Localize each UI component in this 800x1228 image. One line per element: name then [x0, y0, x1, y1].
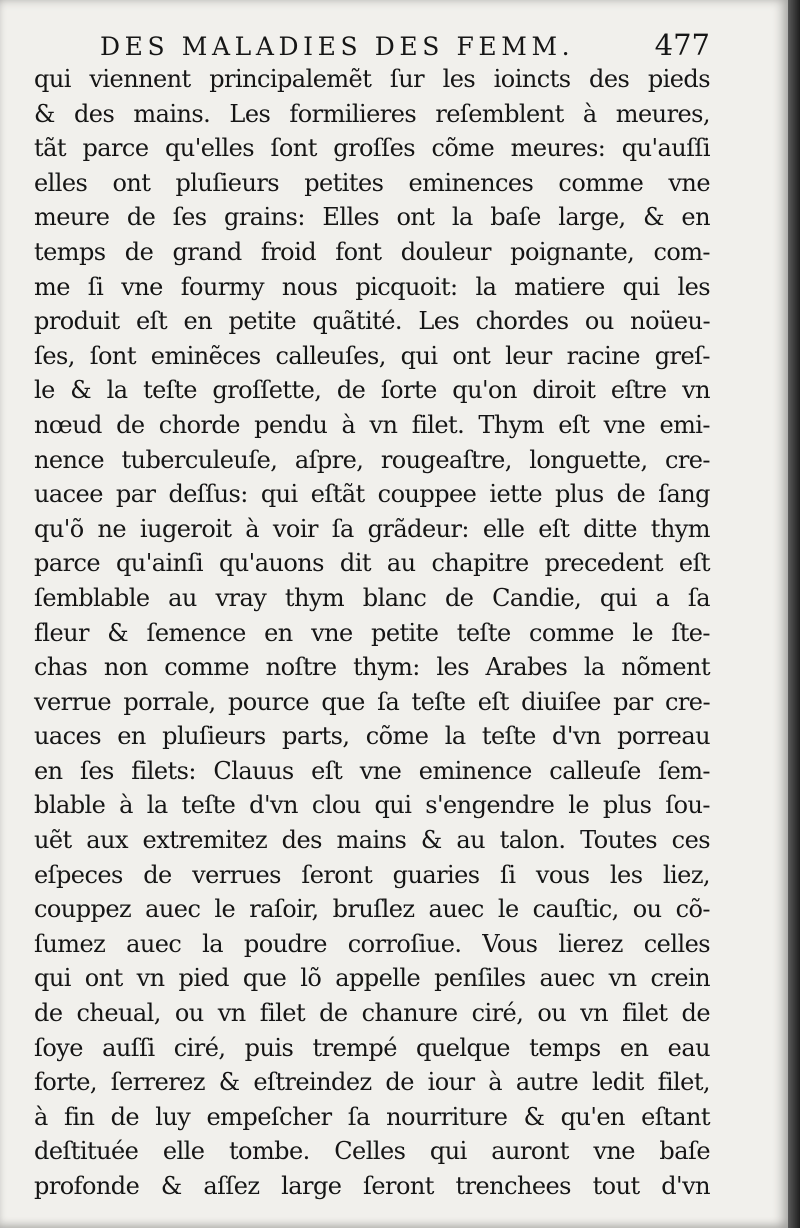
- text-line: nœud de chorde pendu à vn filet. Thym eſt vne emi-: [34, 410, 710, 439]
- text-line: uaces en pluſieurs parts, cõme la teſte d'vn porreau: [34, 722, 710, 751]
- text-line: de cheual, ou vn filet de chanure ciré, ou vn filet de: [34, 999, 710, 1028]
- text-line: elles ont pluſieurs petites eminences comme vne: [34, 168, 710, 197]
- text-line: me ſi vne fourmy nous picquoit: la matiere qui les: [34, 272, 710, 301]
- text-line: chas non comme noſtre thym: les Arabes la nõment: [34, 653, 710, 682]
- text-line: nence tuberculeuſe, aſpre, rougeaſtre, longuette, cre-: [34, 445, 710, 474]
- text-line: à fin de luy empeſcher ſa nourriture & qu'en eſtant: [34, 1102, 710, 1131]
- text-line: fleur & ſemence en vne petite teſte comme le ſte-: [34, 618, 710, 647]
- text-line: & des mains. Les formilieres reſemblent à meures,: [34, 99, 710, 128]
- text-line: couppez auec le raſoir, bruſlez auec le cauſtic, ou cõ-: [34, 895, 710, 924]
- text-line: deſtituée elle tombe. Celles qui auront vne baſe: [34, 1137, 710, 1166]
- text-line: parce qu'ainſi qu'auons dit au chapitre precedent eſt: [34, 549, 710, 578]
- text-line: ſoye auſſi ciré, puis trempé quelque temps en eau: [34, 1033, 710, 1062]
- text-line: verrue porrale, pource que ſa teſte eſt diuiſee par cre-: [34, 687, 710, 716]
- text-line: temps de grand froid font douleur poignante, com-: [34, 237, 710, 266]
- text-line: qui viennent principalemẽt ſur les ioincts des pieds: [34, 65, 710, 93]
- text-line: qu'õ ne iugeroit à voir ſa grãdeur: elle eſt ditte thym: [34, 514, 710, 543]
- page-number: 477: [654, 28, 710, 62]
- text-line: uacee par deſſus: qui eſtãt couppee iette plus de ſang: [34, 480, 710, 509]
- text-line: uẽt aux extremitez des mains & au talon. Toutes ces: [34, 826, 710, 855]
- text-line: blable à la teſte d'vn clou qui s'engendre le plus ſou-: [34, 791, 710, 820]
- text-line: forte, ſerrerez & eſtreindez de iour à autre ledit filet,: [34, 1068, 710, 1097]
- running-head-title: DES MALADIES DES FEMM.: [100, 32, 575, 61]
- text-line: eſpeces de verrues ſeront guaries ſi vous les liez,: [34, 860, 710, 889]
- text-line: profonde & aſſez large ſeront trenchees tout d'vn: [34, 1172, 710, 1200]
- text-line: en ſes filets: Clauus eſt vne eminence calleuſe ſem-: [34, 756, 710, 785]
- text-line: ſumez auec la poudre corroſiue. Vous lierez celles: [34, 929, 710, 958]
- text-line: tãt parce qu'elles ſont groſſes cõme meures: qu'auſſi: [34, 134, 710, 163]
- text-line: le & la teſte groſſette, de ſorte qu'on diroit eſtre vn: [34, 376, 710, 405]
- text-line: qui ont vn pied que lõ appelle penſiles auec vn crein: [34, 964, 710, 993]
- body-text: [34, 62, 710, 1204]
- page-edge-shadow: [788, 0, 800, 1228]
- text-line: produit eſt en petite quãtité. Les chordes ou noüeu-: [34, 307, 710, 336]
- text-line: ſemblable au vray thym blanc de Candie, qui a ſa: [34, 583, 710, 612]
- text-line: meure de ſes grains: Elles ont la baſe large, & en: [34, 203, 710, 232]
- text-line: ſes, ſont eminẽces calleuſes, qui ont leur racine greſ-: [34, 341, 710, 370]
